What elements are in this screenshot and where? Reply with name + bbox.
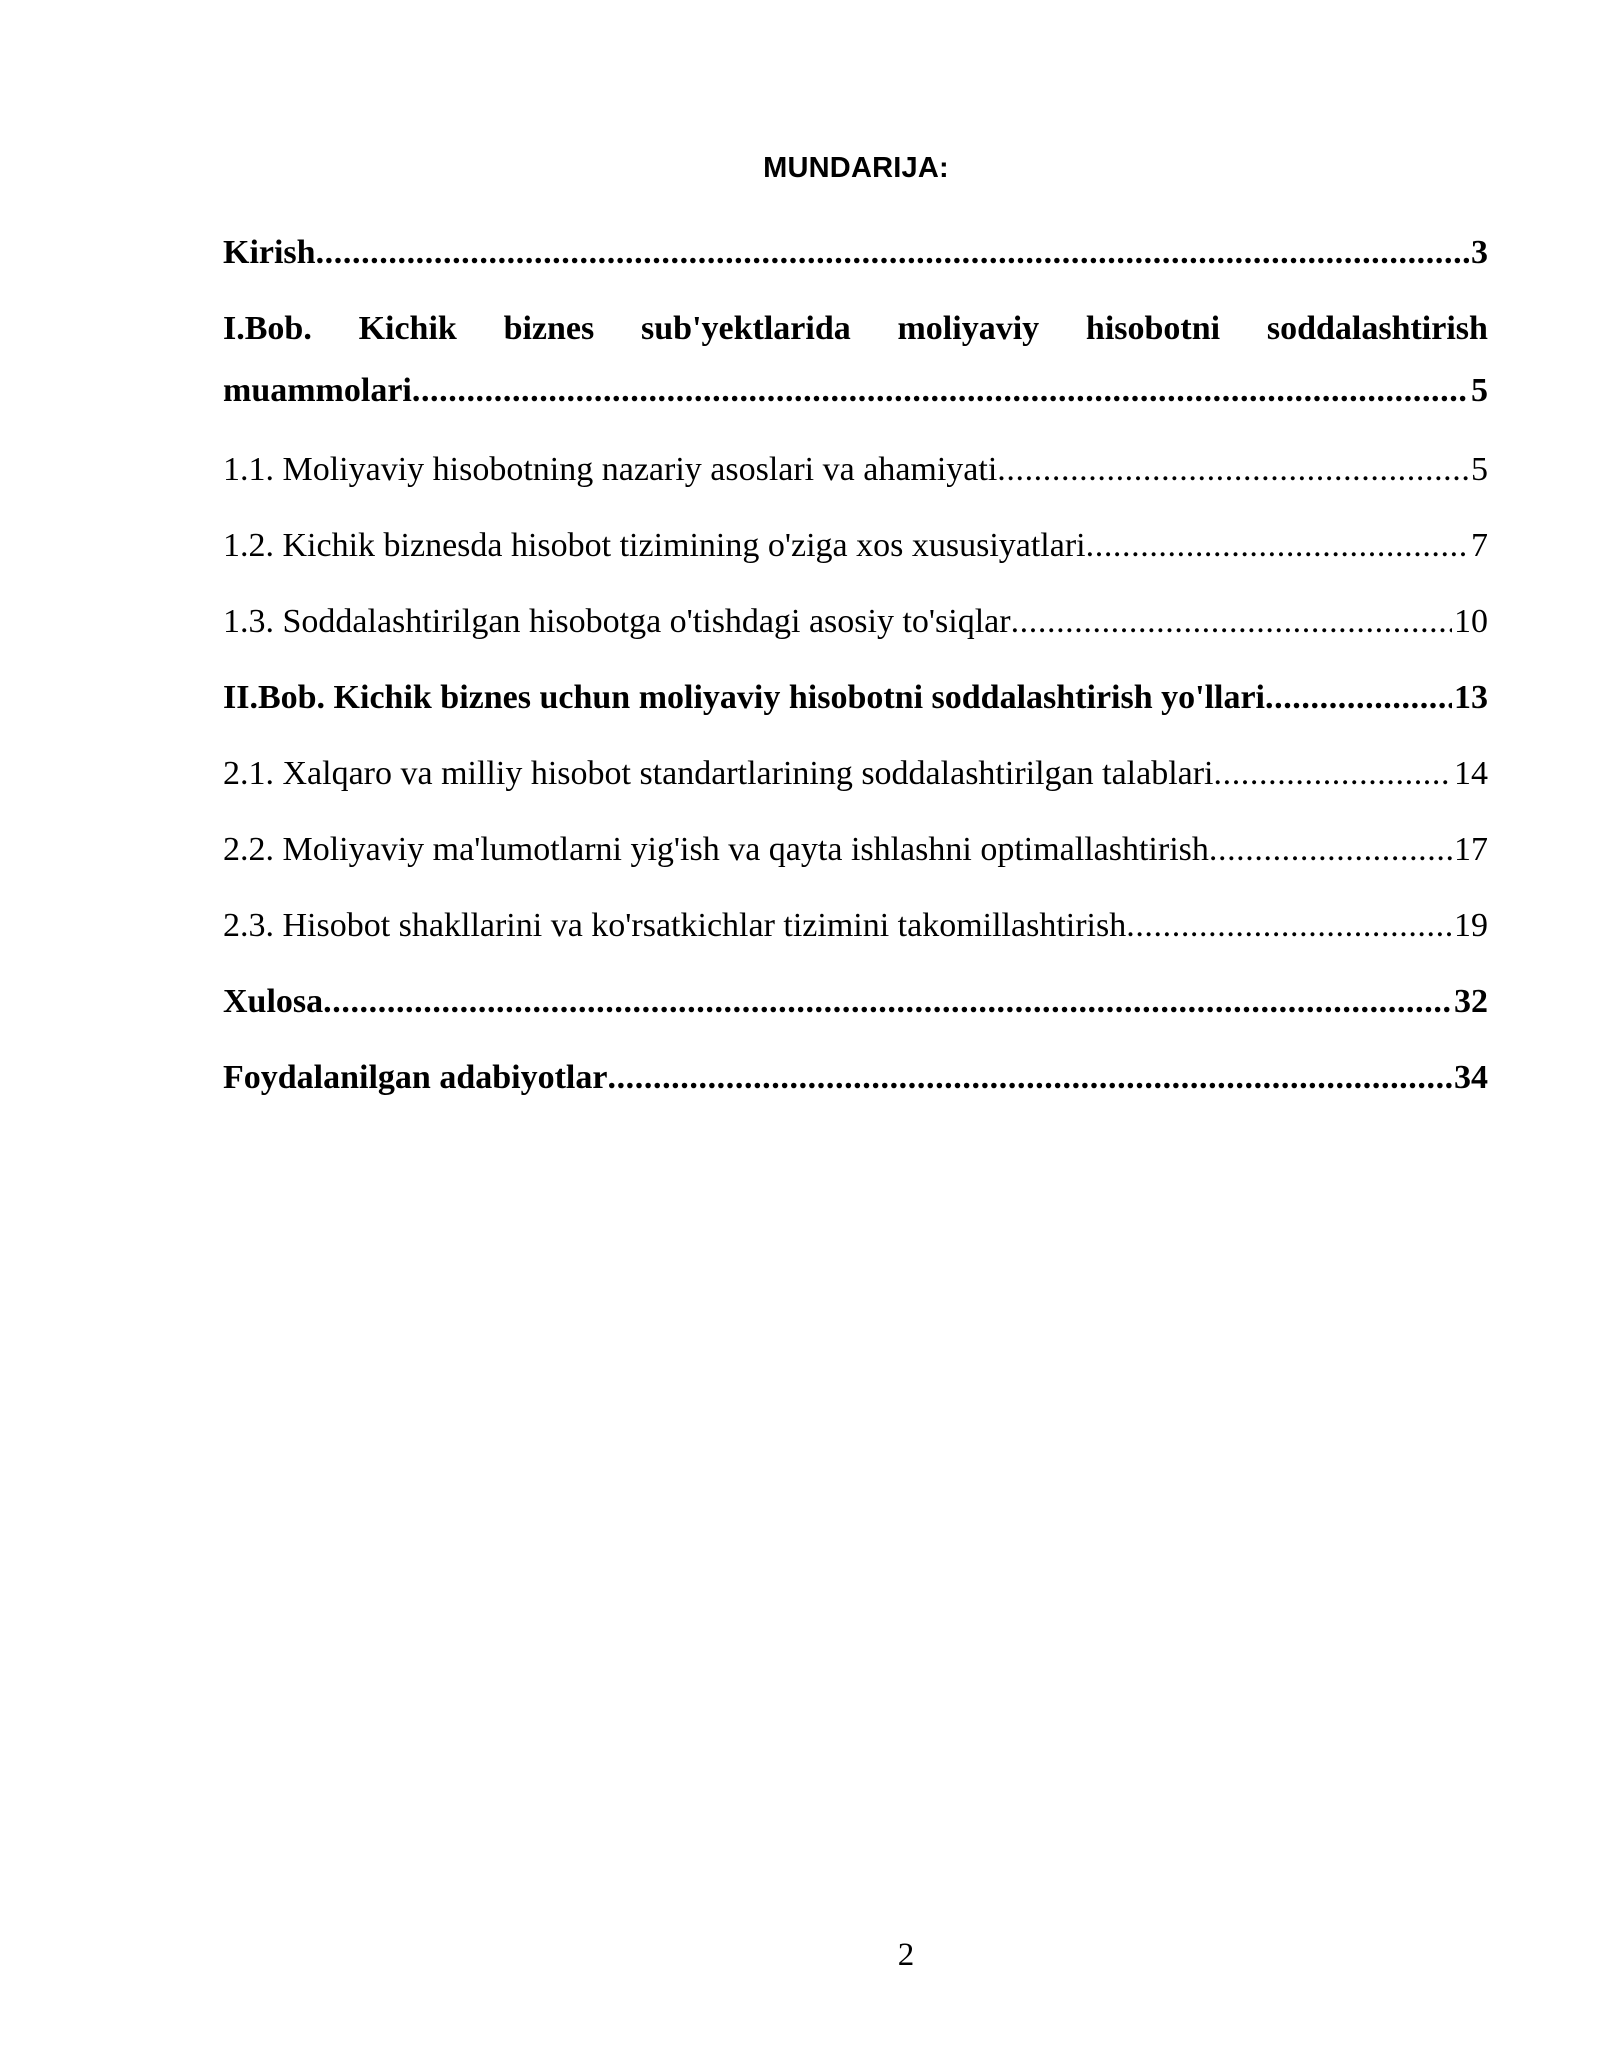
toc-entry-adabiyotlar[interactable] — [223, 1058, 1488, 1098]
toc-dot-leader — [1209, 830, 1452, 870]
toc-entry-xulosa[interactable] — [223, 982, 1488, 1022]
toc-dot-leader — [1011, 602, 1452, 642]
toc-page-number: 10 — [1454, 603, 1488, 640]
toc-dot-leader — [607, 1058, 1452, 1098]
toc-entry-label: II.Bob. Kichik biznes uchun moliyaviy hisobotni soddalashtirish yo'llari — [223, 679, 1265, 716]
toc-entry-label: Kirish — [223, 234, 316, 271]
toc-entry-chapter-1[interactable] — [223, 309, 1488, 411]
toc-word: sub'yektlarida — [641, 310, 851, 347]
toc-entry-label: 2.2. Moliyaviy ma'lumotlarni yig'ish va qayta ishlashni optimallashtirish — [223, 831, 1209, 868]
toc-entry-label: 1.2. Kichik biznesda hisobot tizimining o'ziga xos xususiyatlari — [223, 527, 1086, 564]
toc-entry-label: 1.3. Soddalashtirilgan hisobotga o'tishdagi asosiy to'siqlar — [223, 603, 1011, 640]
toc-entry-chapter-2[interactable] — [223, 678, 1488, 718]
toc-dot-leader — [316, 233, 1469, 273]
toc-dot-leader — [1086, 526, 1469, 566]
toc-dot-leader — [1126, 906, 1452, 946]
toc-entry-label: Foydalanilgan adabiyotlar — [223, 1059, 608, 1096]
toc-word: moliyaviy — [897, 310, 1040, 347]
toc-entry-2-1[interactable] — [223, 754, 1488, 794]
toc-entry-label-line1 — [223, 309, 1488, 371]
toc-entry-label: Xulosa — [223, 983, 324, 1020]
toc-page-number: 5 — [1471, 372, 1488, 409]
toc-page-number: 14 — [1454, 755, 1488, 792]
toc-entry-label: 2.3. Hisobot shakllarini va ko'rsatkichlar tizimini takomillashtirish — [223, 907, 1127, 944]
page-title: MUNDARIJA: — [763, 152, 949, 184]
toc-page-number: 32 — [1454, 983, 1488, 1020]
toc-entry-2-3[interactable] — [223, 906, 1488, 946]
toc-word: Kichik — [358, 310, 457, 347]
toc-entry-1-1[interactable] — [223, 450, 1488, 490]
toc-entry-label: muammolari — [223, 372, 412, 409]
toc-entry-2-2[interactable] — [223, 830, 1488, 870]
toc-entry-kirish[interactable] — [223, 233, 1488, 273]
toc-page-number: 3 — [1471, 234, 1488, 271]
toc-word: hisobotni — [1085, 310, 1221, 347]
toc-entry-label-line2 — [223, 371, 1488, 411]
toc-page-number: 7 — [1471, 527, 1488, 564]
toc-page-number: 13 — [1454, 679, 1488, 716]
toc-dot-leader — [1265, 678, 1452, 718]
toc-dot-leader — [1214, 754, 1453, 794]
toc-page-number: 17 — [1454, 831, 1488, 868]
toc-page-number: 19 — [1454, 907, 1488, 944]
toc-word: biznes — [503, 310, 595, 347]
toc-dot-leader — [997, 450, 1469, 490]
toc-dot-leader — [412, 371, 1469, 411]
toc-page-number: 5 — [1471, 451, 1488, 488]
toc-entry-label: 1.1. Moliyaviy hisobotning nazariy asoslari va ahamiyati — [223, 451, 998, 488]
toc-entry-1-2[interactable] — [223, 526, 1488, 566]
toc-word: I.Bob. — [223, 310, 312, 347]
toc-page-number: 34 — [1454, 1059, 1488, 1096]
toc-word: soddalashtirish — [1266, 310, 1488, 347]
toc-entry-label: 2.1. Xalqaro va milliy hisobot standartlarining soddalashtirilgan talablari — [223, 755, 1214, 792]
page-number: 2 — [897, 1937, 915, 1973]
toc-dot-leader — [323, 982, 1452, 1022]
toc-entry-1-3[interactable] — [223, 602, 1488, 642]
